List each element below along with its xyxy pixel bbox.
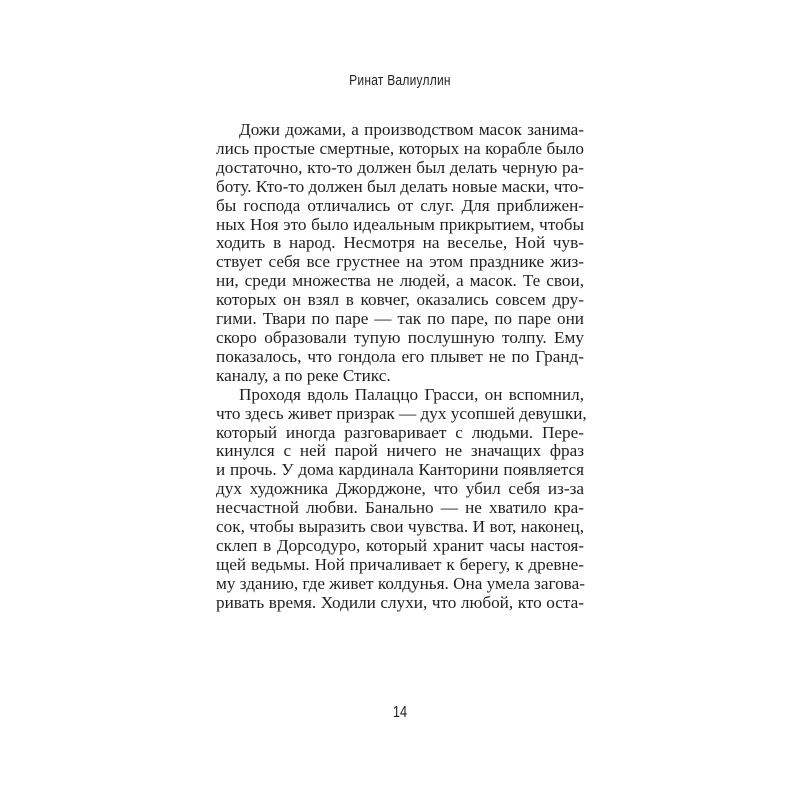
text-line: Дожи дожами, а производством масок занима-	[239, 120, 584, 139]
text-line: Проходя вдоль Палаццо Грасси, он вспомнил,	[239, 384, 584, 404]
text-line: показалось, что гондола его плывет не по Гранд-	[216, 346, 584, 366]
text-line: щей ведьмы. Ной причаливает к берегу, к древне-	[216, 554, 584, 574]
text-line: му зданию, где живет колдунья. Она умела загова-	[216, 573, 585, 593]
text-line: дух художника Джорджоне, что убил себя из-за	[216, 479, 584, 499]
text-line: каналу, а по реке Стикс.	[216, 365, 391, 385]
page-number: 14	[392, 704, 408, 721]
text-line: кинулся с ней парой ничего не значащих фраз	[216, 441, 584, 461]
text-line: гими. Твари по паре — так по паре, по паре они	[216, 309, 584, 329]
text-line: и прочь. У дома кардинала Канторини появляется	[216, 460, 584, 480]
text-line: который иногда разговаривает с людьми. Пере-	[216, 422, 584, 442]
text-line: достаточно, кто-то должен был делать черную ра-	[216, 157, 584, 177]
running-header-author: Ринат Валиуллин	[349, 72, 451, 89]
text-line: ствует себя все грустнее на этом празднике жиз-	[216, 252, 584, 272]
text-line: сок, чтобы выразить свои чувства. И вот, наконец,	[216, 517, 584, 537]
text-line: ривать время. Ходили слухи, что любой, кто оста-	[216, 592, 584, 612]
text-line: лись простые смертные, которых на корабле было	[216, 138, 584, 158]
text-line: боту. Кто-то должен был делать новые маски, что-	[216, 176, 584, 196]
text-line: ходить в народ. Несмотря на веселье, Ной чув-	[216, 233, 584, 253]
text-line: несчастной любви. Банально — не хватило кра-	[216, 498, 584, 518]
text-line: скоро образовали тупую послушную толпу. Ему	[216, 327, 584, 347]
text-line: склеп в Дорсодуро, который хранит часы настоя-	[216, 535, 584, 555]
text-line: ни, среди множества не людей, а масок. Те свои,	[216, 271, 584, 291]
text-line: бы господа отличались от слуг. Для приближен-	[216, 195, 584, 215]
body-text	[216, 120, 587, 613]
text-line: которых он взял в ковчег, оказались совсем дру-	[216, 290, 584, 310]
text-line: ных Ноя это было идеальным прикрытием, чтобы	[216, 214, 584, 234]
text-line: что здесь живет призрак — дух усопшей девушки,	[216, 403, 587, 423]
